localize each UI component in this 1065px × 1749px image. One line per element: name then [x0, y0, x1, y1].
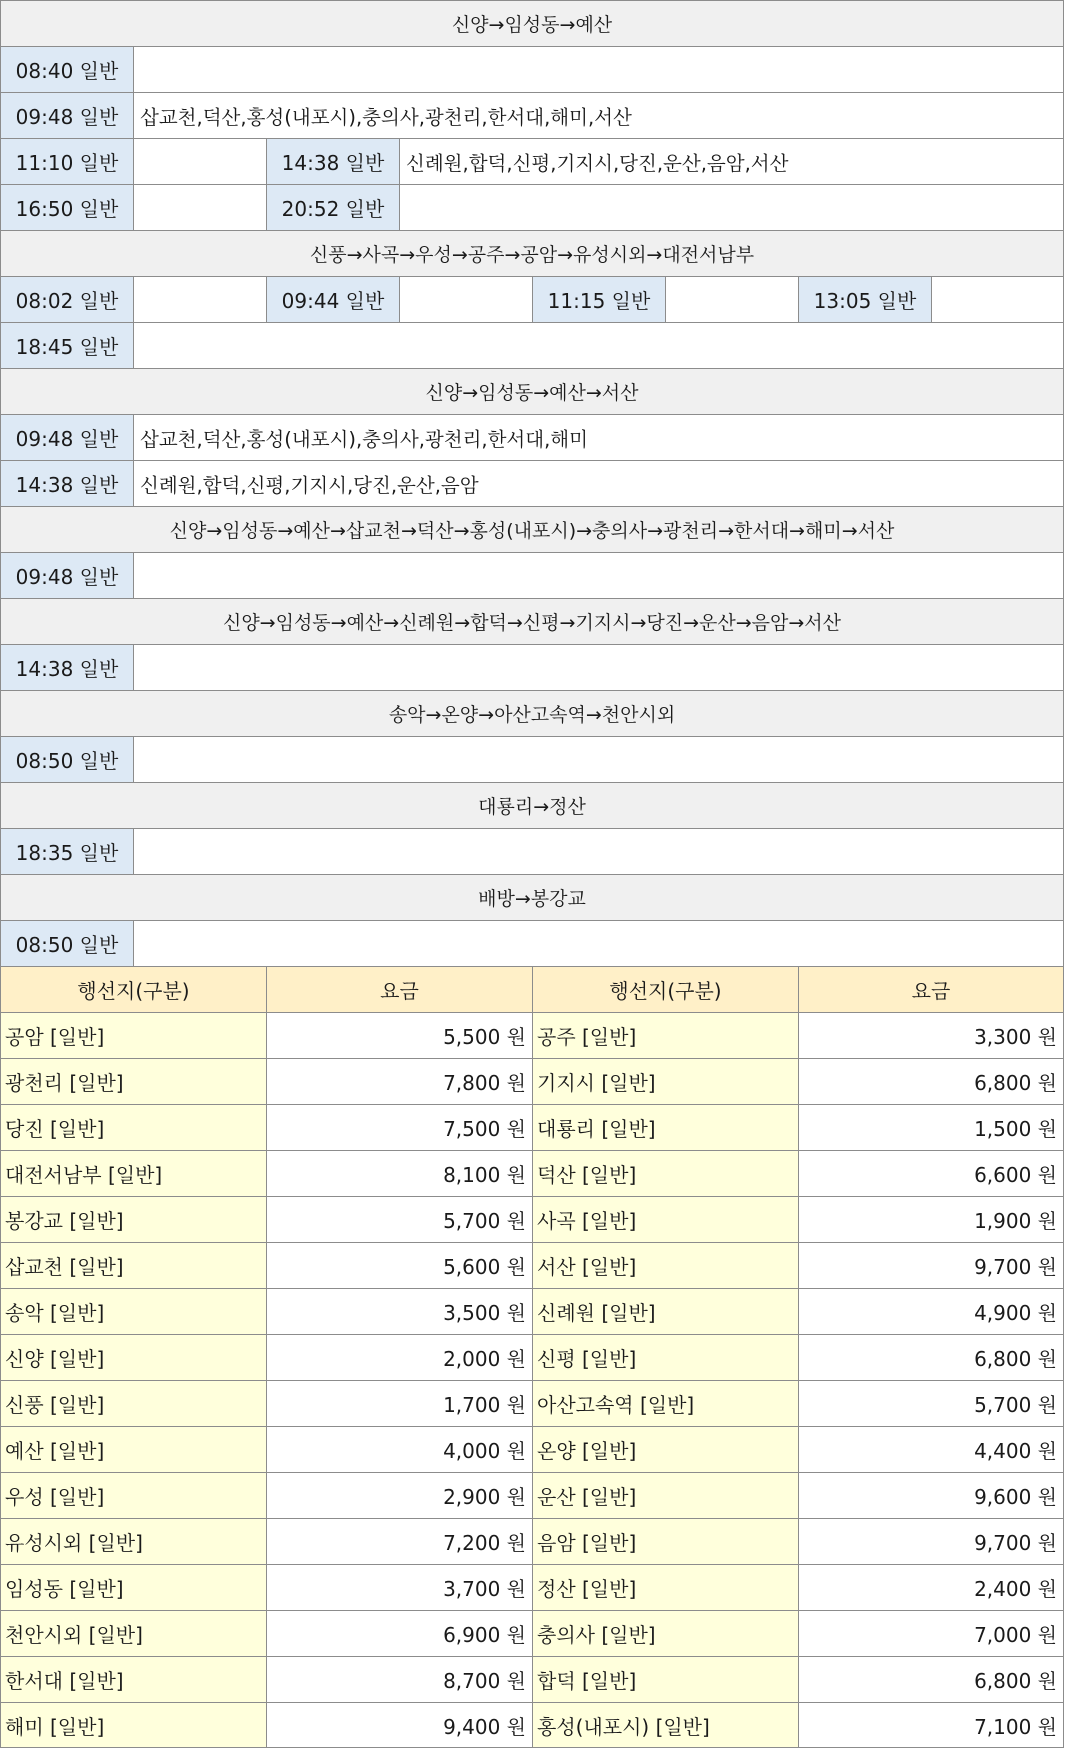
departure-time: 14:38 일반 [1, 461, 134, 506]
fare-amount: 1,500 원 [799, 1105, 1063, 1150]
fare-amount: 9,700 원 [799, 1519, 1063, 1564]
empty-cell [134, 737, 1063, 782]
schedule-row [1, 644, 1064, 690]
fare-row [1, 1288, 1064, 1334]
fare-row [1, 1702, 1064, 1748]
destination-name: 서산 [일반] [533, 1243, 799, 1288]
fare-amount: 5,700 원 [267, 1197, 533, 1242]
fare-row [1, 1610, 1064, 1656]
destination-header: 행선지(구분) [533, 967, 799, 1012]
schedule-row [1, 920, 1064, 966]
destination-name: 예산 [일반] [1, 1427, 267, 1472]
departure-time: 20:52 일반 [267, 185, 400, 230]
fare-amount: 7,200 원 [267, 1519, 533, 1564]
empty-cell [134, 139, 267, 184]
via-stops: 신례원,합덕,신평,기지시,당진,운산,음암 [140, 473, 479, 497]
departure-time: 11:15 일반 [533, 277, 666, 322]
route-header: 신풍→사곡→우성→공주→공암→유성시외→대전서남부 [1, 230, 1064, 276]
fare-row [1, 1242, 1064, 1288]
empty-cell [134, 829, 1063, 874]
route-header: 배방→봉강교 [1, 874, 1064, 920]
fare-row [1, 1150, 1064, 1196]
fare-amount: 1,900 원 [799, 1197, 1063, 1242]
fare-amount: 1,700 원 [267, 1381, 533, 1426]
destination-name: 사곡 [일반] [533, 1197, 799, 1242]
fare-amount: 4,400 원 [799, 1427, 1063, 1472]
destination-name: 충의사 [일반] [533, 1611, 799, 1656]
route-header: 신양→임성동→예산→삽교천→덕산→홍성(내포시)→충의사→광천리→한서대→해미→서산 [1, 506, 1064, 552]
fare-amount: 3,500 원 [267, 1289, 533, 1334]
route-header: 대룡리→정산 [1, 782, 1064, 828]
schedule-row [1, 460, 1064, 506]
departure-time: 08:02 일반 [1, 277, 134, 322]
fare-amount: 8,100 원 [267, 1151, 533, 1196]
fare-row [1, 1104, 1064, 1150]
route-header: 신양→임성동→예산→서산 [1, 368, 1064, 414]
fare-row [1, 1058, 1064, 1104]
fare-amount: 3,300 원 [799, 1013, 1063, 1058]
destination-name: 공암 [일반] [1, 1013, 267, 1058]
fare-amount: 5,500 원 [267, 1013, 533, 1058]
empty-cell [134, 47, 1063, 92]
fare-amount: 6,900 원 [267, 1611, 533, 1656]
destination-name: 대룡리 [일반] [533, 1105, 799, 1150]
fare-header-row [1, 966, 1064, 1012]
departure-time: 08:40 일반 [1, 47, 134, 92]
destination-header: 행선지(구분) [1, 967, 267, 1012]
fare-amount: 4,000 원 [267, 1427, 533, 1472]
destination-name: 임성동 [일반] [1, 1565, 267, 1610]
fare-amount: 2,000 원 [267, 1335, 533, 1380]
destination-name: 아산고속역 [일반] [533, 1381, 799, 1426]
departure-time: 16:50 일반 [1, 185, 134, 230]
destination-name: 기지시 [일반] [533, 1059, 799, 1104]
destination-name: 봉강교 [일반] [1, 1197, 267, 1242]
empty-cell [134, 277, 267, 322]
departure-time: 09:48 일반 [1, 415, 134, 460]
fare-amount: 7,100 원 [799, 1703, 1063, 1747]
fare-row [1, 1518, 1064, 1564]
empty-cell [134, 553, 1063, 598]
destination-name: 한서대 [일반] [1, 1657, 267, 1702]
departure-time: 09:48 일반 [1, 553, 134, 598]
fare-row [1, 1426, 1064, 1472]
departure-time: 11:10 일반 [1, 139, 134, 184]
empty-cell [134, 645, 1063, 690]
schedule-row [1, 138, 1064, 184]
destination-name: 천안시외 [일반] [1, 1611, 267, 1656]
fare-row [1, 1196, 1064, 1242]
departure-time: 08:50 일반 [1, 921, 134, 966]
fare-amount: 7,800 원 [267, 1059, 533, 1104]
fare-row [1, 1012, 1064, 1058]
fare-amount: 2,900 원 [267, 1473, 533, 1518]
destination-name: 신례원 [일반] [533, 1289, 799, 1334]
fare-amount: 7,000 원 [799, 1611, 1063, 1656]
via-stops: 삽교천,덕산,홍성(내포시),충의사,광천리,한서대,해미 [140, 427, 588, 451]
destination-name: 정산 [일반] [533, 1565, 799, 1610]
route-header: 신양→임성동→예산→신례원→합덕→신평→기지시→당진→운산→음암→서산 [1, 598, 1064, 644]
departure-time: 13:05 일반 [799, 277, 932, 322]
destination-name: 광천리 [일반] [1, 1059, 267, 1104]
fare-amount: 9,700 원 [799, 1243, 1063, 1288]
empty-cell [134, 921, 1063, 966]
destination-name: 덕산 [일반] [533, 1151, 799, 1196]
schedule-row [1, 92, 1064, 138]
schedule-row [1, 184, 1064, 230]
schedule-row [1, 322, 1064, 368]
fare-amount: 9,400 원 [267, 1703, 533, 1747]
empty-cell [666, 277, 799, 322]
fare-amount: 7,500 원 [267, 1105, 533, 1150]
fare-amount: 6,800 원 [799, 1335, 1063, 1380]
schedule-row [1, 276, 1064, 322]
destination-name: 음암 [일반] [533, 1519, 799, 1564]
departure-time: 08:50 일반 [1, 737, 134, 782]
fare-amount: 6,800 원 [799, 1059, 1063, 1104]
departure-time: 09:44 일반 [267, 277, 400, 322]
departure-time: 09:48 일반 [1, 93, 134, 138]
via-stops: 삽교천,덕산,홍성(내포시),충의사,광천리,한서대,해미,서산 [140, 105, 632, 129]
destination-name: 해미 [일반] [1, 1703, 267, 1747]
destination-name: 대전서남부 [일반] [1, 1151, 267, 1196]
route-header: 송악→온양→아산고속역→천안시외 [1, 690, 1064, 736]
empty-cell [400, 185, 1063, 230]
departure-time: 18:45 일반 [1, 323, 134, 368]
via-stops: 신례원,합덕,신평,기지시,당진,운산,음암,서산 [406, 151, 789, 175]
departure-time: 14:38 일반 [267, 139, 400, 184]
schedule-row [1, 736, 1064, 782]
destination-name: 운산 [일반] [533, 1473, 799, 1518]
fare-row [1, 1472, 1064, 1518]
departure-time: 14:38 일반 [1, 645, 134, 690]
schedule-row [1, 828, 1064, 874]
destination-name: 삽교천 [일반] [1, 1243, 267, 1288]
destination-name: 우성 [일반] [1, 1473, 267, 1518]
fare-amount: 2,400 원 [799, 1565, 1063, 1610]
fare-amount: 8,700 원 [267, 1657, 533, 1702]
destination-name: 온양 [일반] [533, 1427, 799, 1472]
destination-name: 신양 [일반] [1, 1335, 267, 1380]
schedule-row [1, 414, 1064, 460]
fare-amount: 5,600 원 [267, 1243, 533, 1288]
destination-name: 공주 [일반] [533, 1013, 799, 1058]
route-header: 신양→임성동→예산 [1, 0, 1064, 46]
fare-row [1, 1564, 1064, 1610]
fare-amount: 5,700 원 [799, 1381, 1063, 1426]
empty-cell [932, 277, 1063, 322]
destination-name: 송악 [일반] [1, 1289, 267, 1334]
fare-amount: 4,900 원 [799, 1289, 1063, 1334]
schedule-row [1, 552, 1064, 598]
destination-name: 신풍 [일반] [1, 1381, 267, 1426]
destination-name: 신평 [일반] [533, 1335, 799, 1380]
fare-amount: 3,700 원 [267, 1565, 533, 1610]
fare-row [1, 1656, 1064, 1702]
fare-amount: 6,600 원 [799, 1151, 1063, 1196]
fare-amount: 6,800 원 [799, 1657, 1063, 1702]
fare-row [1, 1334, 1064, 1380]
empty-cell [400, 277, 533, 322]
destination-name: 유성시외 [일반] [1, 1519, 267, 1564]
fare-header: 요금 [799, 967, 1063, 1012]
schedule-row [1, 46, 1064, 92]
fare-row [1, 1380, 1064, 1426]
destination-name: 당진 [일반] [1, 1105, 267, 1150]
departure-time: 18:35 일반 [1, 829, 134, 874]
destination-name: 홍성(내포시) [일반] [533, 1703, 799, 1747]
destination-name: 합덕 [일반] [533, 1657, 799, 1702]
fare-amount: 9,600 원 [799, 1473, 1063, 1518]
empty-cell [134, 323, 1063, 368]
empty-cell [134, 185, 267, 230]
fare-header: 요금 [267, 967, 533, 1012]
